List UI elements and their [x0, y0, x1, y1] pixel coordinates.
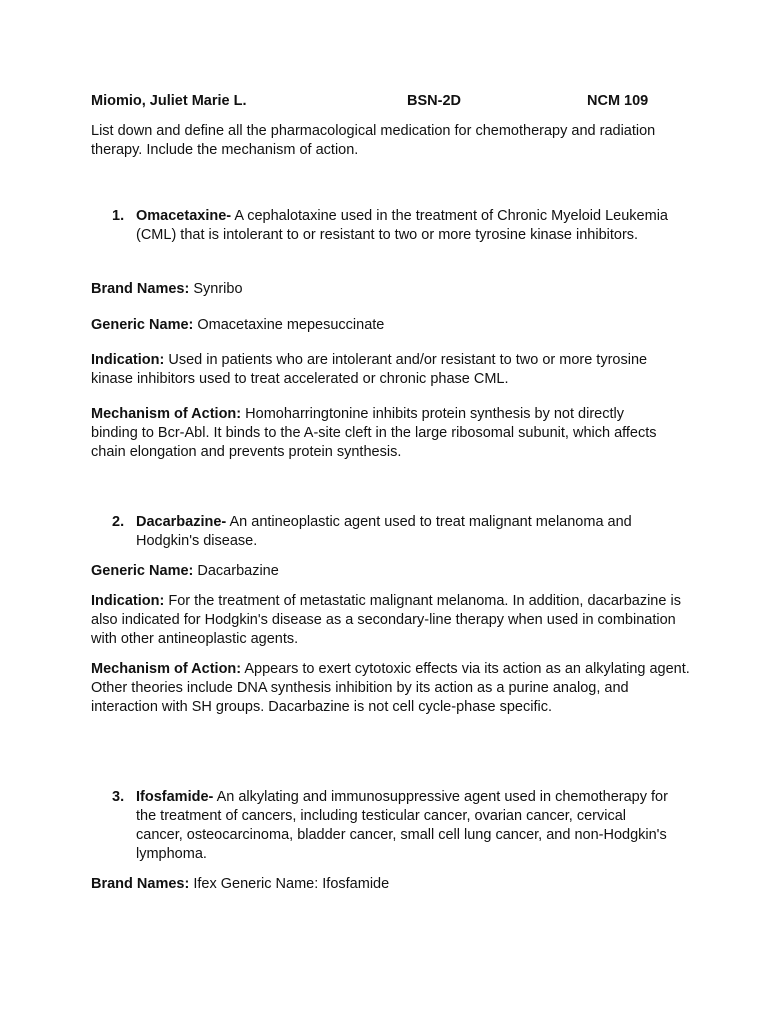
brand-names: [91, 280, 691, 299]
brand-value: Synribo: [189, 281, 243, 297]
student-section: BSN-2D: [407, 93, 461, 109]
list-number: 3.: [112, 789, 125, 805]
drug-description: An alkylating and immunosuppressive agent used in chemotherapy for the treatment of cancers, including testicular cancer, ovarian cancer, cervical cancer, osteocarcinoma, bladder cancer, small cell lung cancer, and non-Hodgkin's lymphoma.: [136, 789, 668, 862]
generic-value: Dacarbazine: [193, 563, 279, 579]
student-name: Miomio, Juliet Marie L.: [91, 93, 247, 109]
indication: [91, 351, 681, 389]
indication-value: For the treatment of metastatic malignant melanoma. In addition, dacarbazine is also indicated for Hodgkin's disease as a secondary-line therapy when used in combination with other antineoplastic agents.: [91, 593, 681, 647]
indication-value: Used in patients who are intolerant and/or resistant to two or more tyrosine kinase inhibitors used to treat accelerated or chronic phase CML.: [91, 352, 648, 387]
brand-names: [91, 875, 691, 894]
drug-description: A cephalotaxine used in the treatment of Chronic Myeloid Leukemia (CML) that is intolerant to or resistant to two or more tyrosine kinase inhibitors.: [136, 208, 668, 243]
moa-value: Homoharringtonine inhibits protein synthesis by not directly binding to Bcr-Abl. It binds to the A-site cleft in the large ribosomal subunit, which affects chain elongation and prevents protein synthesis.: [91, 406, 657, 460]
generic-name: [91, 316, 691, 335]
drug-title: Dacarbazine-: [136, 514, 227, 530]
drug-title: Ifosfamide-: [136, 789, 214, 805]
list-number: 2.: [112, 514, 125, 530]
course-code: NCM 109: [587, 93, 649, 109]
brand-label: Brand Names:: [91, 876, 190, 892]
indication-label: Indication:: [91, 352, 165, 368]
mechanism-of-action: [91, 405, 671, 462]
generic-name: [91, 562, 691, 581]
assignment-instructions: List down and define all the pharmacological medication for chemotherapy and radiation therapy. Include the mechanism of action.: [91, 123, 656, 158]
moa-label: Mechanism of Action:: [91, 406, 242, 422]
list-number: 1.: [112, 208, 125, 224]
moa-value: Appears to exert cytotoxic effects via its action as an alkylating agent. Other theories include DNA synthesis inhibition by its action as a purine analog, and interaction with SH groups. Dacarbazine is not cell cycle-phase specific.: [91, 661, 690, 715]
generic-label: Generic Name:: [91, 317, 194, 333]
drug-item-ifosfamide: [112, 788, 676, 864]
drug-title: Omacetaxine-: [136, 208, 232, 224]
drug-description: An antineoplastic agent used to treat malignant melanoma and Hodgkin's disease.: [136, 514, 632, 549]
drug-item-dacarbazine: [112, 513, 676, 551]
indication: [91, 592, 681, 649]
brand-label: Brand Names:: [91, 281, 190, 297]
brand-value: Ifex Generic Name: Ifosfamide: [189, 876, 390, 892]
document-header: [91, 92, 691, 112]
indication-label: Indication:: [91, 593, 165, 609]
generic-value: Omacetaxine mepesuccinate: [193, 317, 385, 333]
drug-item-omacetaxine: [112, 207, 676, 245]
moa-label: Mechanism of Action:: [91, 661, 242, 677]
generic-label: Generic Name:: [91, 563, 194, 579]
mechanism-of-action: [91, 660, 691, 717]
